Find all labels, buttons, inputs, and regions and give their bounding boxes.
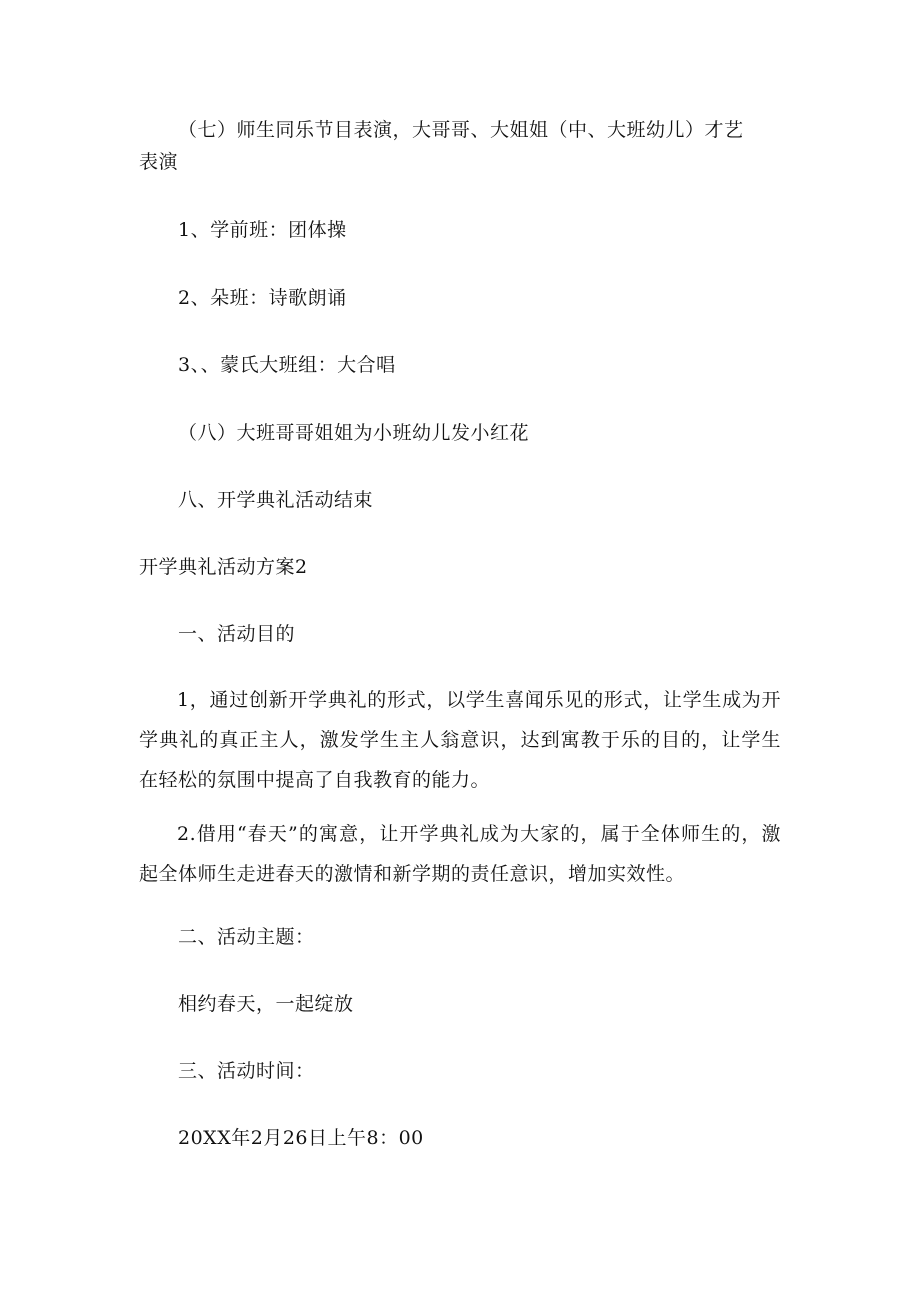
item-7-line2: 表演 [139, 151, 179, 173]
time-text: 20XX年2月26日上午8：00 [178, 1127, 424, 1149]
item-7-2: 2、朵班：诗歌朗诵 [178, 287, 347, 309]
item-7-1: 1、学前班：团体操 [178, 219, 347, 241]
item-7-line1: （七）师生同乐节目表演，大哥哥、大姐姐（中、大班幼儿）才艺 [178, 119, 744, 141]
theme-heading: 二、活动主题： [178, 926, 315, 948]
purpose-paragraph-1: 1，通过创新开学典礼的形式，以学生喜闻乐见的形式，让学生成为开学典礼的真正主人，激发学生主人翁意识，达到寓教于乐的目的，让学生在轻松的氛围中提高了自我教育的能力。 [139, 689, 781, 791]
purpose-heading: 一、活动目的 [178, 623, 296, 645]
item-8: （八）大班哥哥姐姐为小班幼儿发小红花 [178, 422, 530, 444]
purpose-paragraph-2: 2.借用“春天”的寓意，让开学典礼成为大家的，属于全体师生的，激起全体师生走进春天的激情和新学期的责任意识，增加实效性。 [139, 823, 781, 885]
plan-title: 开学典礼活动方案2 [139, 556, 308, 578]
time-heading: 三、活动时间： [178, 1060, 315, 1082]
section-8-heading: 八、开学典礼活动结束 [178, 489, 374, 511]
theme-text: 相约春天，一起绽放 [178, 993, 354, 1015]
item-7-3: 3、、蒙氏大班组：大合唱 [178, 354, 396, 376]
